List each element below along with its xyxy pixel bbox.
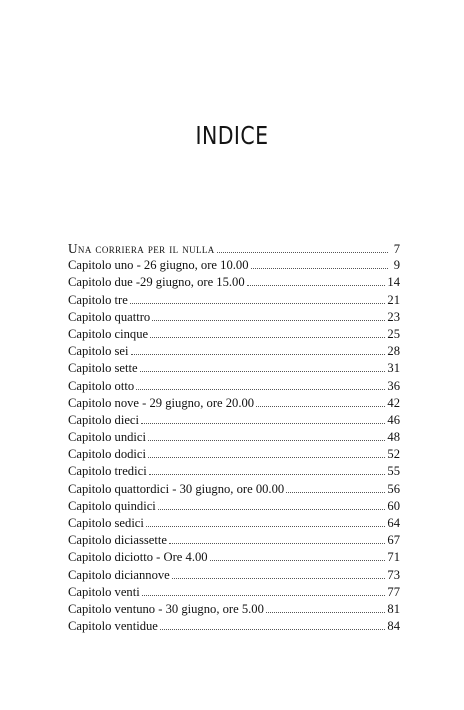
toc-entry [68,601,400,618]
table-of-contents [68,240,400,635]
toc-entry-page-number: 64 [387,516,400,530]
toc-entry-label: Capitolo dodici [68,447,147,462]
toc-entry-label: Capitolo due -29 giugno, ore 15.00 [68,275,245,290]
toc-entry [68,549,400,566]
dot-leader [149,474,386,475]
dot-leader [217,252,388,253]
dot-leader [142,595,386,596]
dot-leader [169,543,385,544]
dot-leader [141,423,385,424]
toc-entry-label: Una corriera per il nulla [68,241,215,256]
toc-entry-label: Capitolo undici [68,430,147,445]
toc-entry-page-number: 14 [387,275,400,290]
toc-entry-label: Capitolo tre [68,292,128,307]
toc-entry [68,532,400,549]
dot-leader [286,492,385,493]
toc-entry-label: Capitolo sei [68,344,129,359]
toc-entry [68,257,400,274]
toc-entry [68,343,400,360]
toc-entry-label: Capitolo sedici [68,516,144,530]
toc-entry [68,584,400,601]
dot-leader [150,337,385,338]
toc-entry-page-number: 73 [387,567,400,582]
toc-entry-label: Capitolo otto [68,378,135,393]
dot-leader [148,457,385,458]
toc-entry-label: Capitolo venti [68,584,140,599]
toc-entry [68,429,400,446]
toc-entry-label: Capitolo ventuno - 30 giugno, ore 5.00 [68,601,264,616]
toc-entry-label: Capitolo diciannove [68,567,170,582]
toc-entry-label: Capitolo dieci [68,412,139,427]
toc-entry-page-number: 9 [393,258,400,273]
toc-entry-page-number: 84 [387,619,400,634]
toc-entry [68,378,400,395]
toc-entry [68,618,400,635]
toc-part-entry [68,240,400,257]
toc-entry [68,360,400,377]
dot-leader [130,303,386,304]
dot-leader [158,509,386,510]
toc-entry-label: Capitolo quattro [68,309,151,324]
toc-entry [68,326,400,343]
toc-entry-page-number: 25 [387,326,400,341]
toc-entry [68,481,400,498]
toc-entry-label: Capitolo cinque [68,326,149,341]
toc-entry-label: Capitolo uno - 26 giugno, ore 10.00 [68,258,249,273]
dot-leader [136,389,385,390]
toc-entry [68,515,400,532]
toc-entry-page-number: 52 [387,447,400,462]
toc-entry-page-number: 42 [387,395,400,410]
dot-leader [266,612,386,613]
page-title: INDICE [195,120,269,150]
toc-entry [68,446,400,463]
toc-entry-label: Capitolo nove - 29 giugno, ore 20.00 [68,395,255,410]
dot-leader [247,285,386,286]
toc-entry [68,274,400,291]
toc-entry [68,567,400,584]
dot-leader [172,578,386,579]
toc-entry-page-number: 36 [387,378,400,393]
toc-entry-page-number: 71 [387,550,400,565]
toc-entry-page-number: 28 [387,344,400,359]
toc-entry-page-number: 31 [387,361,400,376]
dot-leader [152,320,385,321]
toc-entry-page-number: 7 [393,242,400,256]
dot-leader [160,629,386,630]
toc-entry-page-number: 81 [387,601,400,616]
toc-entry [68,412,400,429]
toc-entry-page-number: 56 [387,481,400,496]
toc-entry [68,309,400,326]
toc-entry-page-number: 46 [387,412,400,427]
toc-entry-page-number: 23 [387,309,400,324]
toc-entry-page-number: 48 [387,430,400,445]
toc-entry-label: Capitolo diciassette [68,533,167,548]
toc-entry [68,498,400,515]
dot-leader [251,268,389,269]
dot-leader [256,406,385,407]
dot-leader [210,560,386,561]
toc-entry-label: Capitolo sette [68,361,138,376]
toc-entry-label: Capitolo quattordici - 30 giugno, ore 00.00 [68,481,285,496]
toc-entry-label: Capitolo ventidue [68,619,158,634]
toc-entry-label: Capitolo diciotto - Ore 4.00 [68,550,208,565]
toc-entry [68,463,400,480]
dot-leader [148,440,385,441]
toc-entry [68,395,400,412]
toc-entry-label: Capitolo tredici [68,464,147,479]
toc-entry-page-number: 21 [387,292,400,307]
toc-entry [68,292,400,309]
toc-entry-page-number: 55 [387,464,400,479]
toc-entry-label: Capitolo quindici [68,498,156,513]
dot-leader [146,526,386,527]
dot-leader [131,354,386,355]
toc-entry-page-number: 77 [387,584,400,599]
toc-entry-page-number: 60 [387,498,400,513]
dot-leader [140,371,386,372]
toc-entry-page-number: 67 [387,533,400,548]
